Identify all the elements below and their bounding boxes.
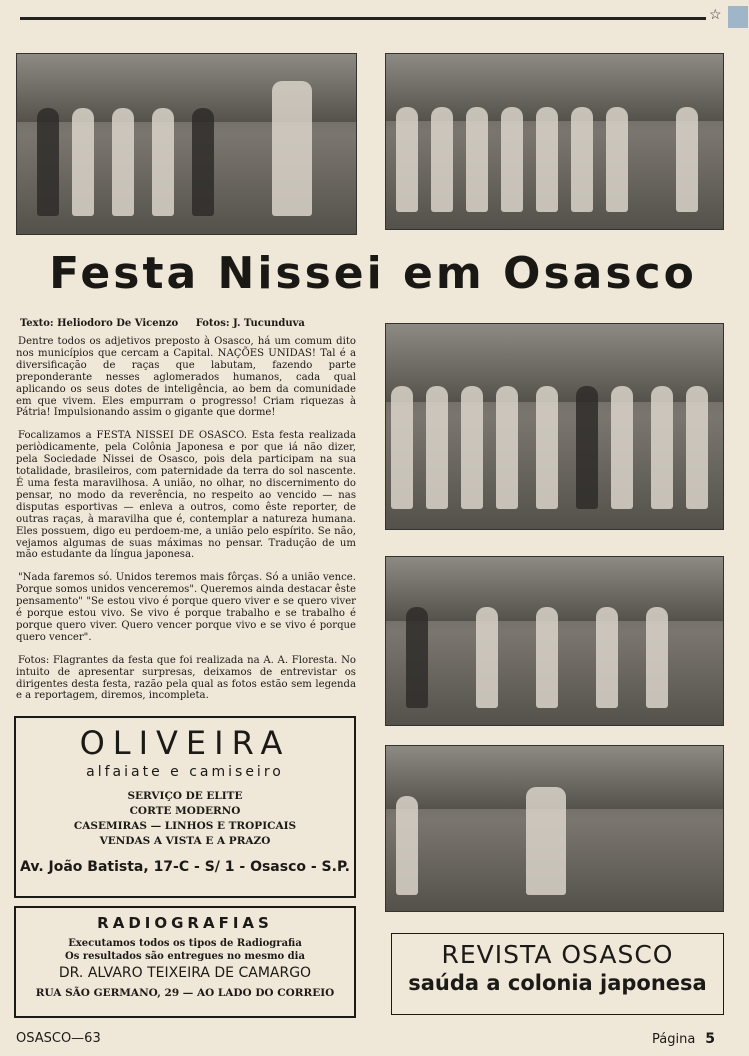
photo-girls-group	[385, 323, 724, 530]
ad-oliveira-line: SERVIÇO DE ELITE	[127, 790, 243, 802]
article-paragraph: Focalizamos a FESTA NISSEI DE OSASCO. Esta festa realizada periòdicamente, pela Colônia Japonesa e por que iá não dizer, pela Sociedade Nissei de Osasco, pois dela participam na sua totalidade, brasileiros, com paternidade da terra do sol nascente. É uma festa maravilhosa. A união, no olhar, no discernimento do pensar, no modo da reverência, no respeito ao vencido — nas disputas esportivas — enleva a outros, como êste reporter, de outras raças, à maravilha que é, contemplar a natureza humana. Eles possuem, digo eu perdoem-me, a união pelo espírito. Se não, vejamos algumas de suas máximas no pensar. Tradução de um mão estudante da língua japonesa.	[16, 430, 356, 561]
corner-tab	[728, 6, 748, 28]
ad-oliveira-line: VENDAS A VISTA E A PRAZO	[99, 835, 271, 847]
photo-race	[385, 556, 724, 726]
ad-oliveira-address: Av. João Batista, 17-C - S/ 1 - Osasco - S.P.	[20, 859, 350, 875]
ad-oliveira-line: CORTE MODERNO	[129, 805, 241, 817]
top-rule	[20, 17, 706, 20]
photo-men-walking	[16, 53, 357, 235]
ad-radiografias-title: RADIOGRAFIAS	[97, 914, 273, 932]
page-label: Página	[652, 1032, 696, 1047]
footer-page	[652, 1031, 715, 1047]
article-paragraph: Fotos: Flagrantes da festa que foi realizada na A. A. Floresta. No intuito de apresentar surpresas, deixamos de entrevistar os dirigentes desta festa, razão pela qual as fotos estão sem legenda e a reportagem, diremos, incompleta.	[16, 654, 356, 702]
star-icon: ☆	[709, 7, 722, 23]
ad-radiografias-line: Executamos todos os tipos de Radiografia	[68, 938, 302, 949]
page-number: 5	[705, 1031, 716, 1047]
ad-radiografias	[14, 906, 356, 1018]
page-title: Festa Nissei em Osasco	[49, 248, 697, 299]
ad-radiografias-doctor: DR. ALVARO TEIXEIRA DE CAMARGO	[58, 965, 312, 981]
photo-credit: Fotos: J. Tucunduva	[195, 318, 305, 329]
photo-crowd	[385, 745, 724, 912]
ad-oliveira-line: CASEMIRAS — LINHOS E TROPICAIS	[73, 820, 297, 832]
text-credit: Texto: Heliodoro De Vicenzo	[20, 318, 179, 329]
article-body	[16, 336, 356, 702]
ad-oliveira-trade: alfaiate e camiseiro	[86, 764, 284, 780]
credits	[20, 318, 319, 329]
article-paragraph: Dentre todos os adjetivos preposto à Osasco, há um comum dito nos municípios que cercam a Capital. NAÇÕES UNIDAS! Tal é a diversificação de raças que labutam, fazendo parte preponderante nesses aglomerados humanos, cada qual aplicando os seus dotes de inteligência, ao bem da comunidade em que vivem. Eles empurram o progresso! Criam riquezas à Pátria! Impulsionando assim o gigante que dorme!	[16, 336, 356, 419]
article-paragraph: "Nada faremos só. Unidos teremos mais fôrças. Só a união vence. Porque somos unidos venceremos". Queremos ainda destacar êste pensamento" "Se estou vivo é porque quero viver e se quero viver é porque estou vivo. Se vivo é porque trabalho e se trabalho é porque quero viver. Quero vencer porque vivo e se vivo é porque quero vencer".	[16, 572, 356, 643]
ad-revista-subtitle: saúda a colonia japonesa	[408, 971, 707, 995]
ad-revista-osasco	[391, 933, 724, 1015]
ad-radiografias-address: RUA SÃO GERMANO, 29 — AO LADO DO CORREIO	[35, 987, 335, 999]
ad-radiografias-line: Os resultados são entregues no mesmo dia	[65, 951, 305, 962]
ad-oliveira-name: OLIVEIRA	[79, 724, 291, 762]
ad-oliveira	[14, 716, 356, 898]
footer-issue: OSASCO—63	[16, 1031, 101, 1046]
ad-revista-title: REVISTA OSASCO	[441, 940, 674, 969]
photo-girls-line	[385, 53, 724, 230]
